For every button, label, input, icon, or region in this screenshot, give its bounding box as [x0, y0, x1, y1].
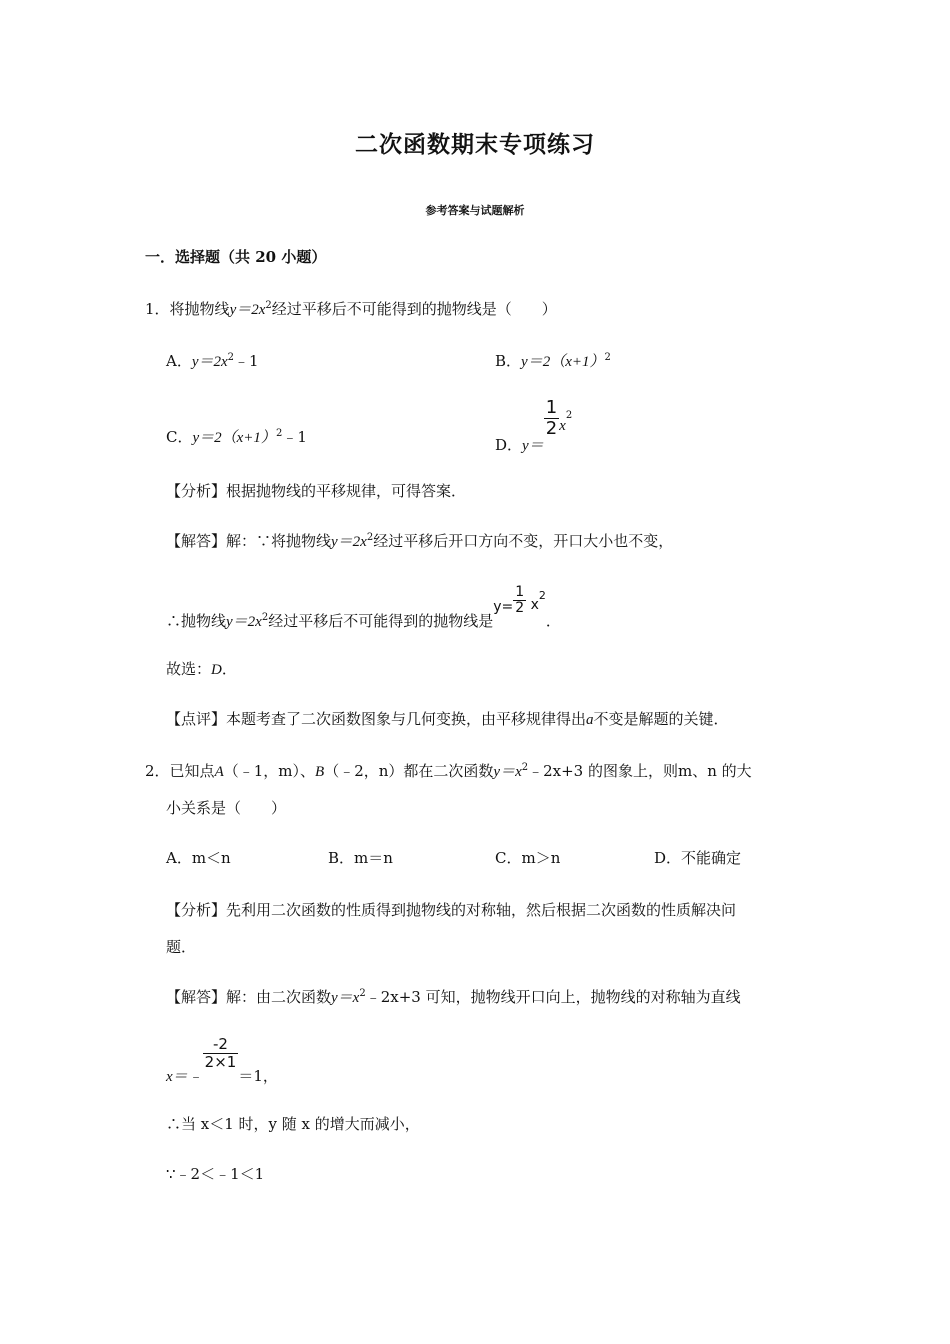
q2-line-since: ∵﹣2＜﹣1＜1	[166, 1165, 265, 1183]
q1-option-b: B．$y=2(x+1)^2$	[495, 352, 611, 370]
q2-stem-line2: 小关系是（ ）	[166, 799, 287, 817]
q2-option-c: C．m＞n	[495, 849, 561, 867]
q2-analysis-line2: 题．	[166, 938, 197, 956]
q1-option-d: D．y＝ $\frac{1}{2}$ $x^2$	[495, 397, 573, 455]
q1-stem: 1．将抛物线$y=2x^2$经过平移后不可能得到的抛物线是（ ）	[145, 300, 557, 318]
q2-stem: 2．已知点A（﹣1，m）、B（﹣2，n）都在二次函数$y=x^2﹣2x+3$ 的图象上，则m、n 的大	[145, 762, 752, 780]
q1-analysis: 【分析】根据抛物线的平移规律，可得答案．	[166, 482, 467, 500]
q1-option-a: A．$y=2x^2﹣1$	[166, 352, 259, 370]
q1-therefore-fraction: $\frac{1}{2}$	[515, 584, 525, 617]
q1-answer: 【解答】解：∵将抛物线$y=2x^2$经过平移后开口方向不变，开口大小也不变，	[166, 532, 674, 550]
q2-axis-fraction: $\frac{-2}{2\times 1}$	[204, 1035, 237, 1071]
section-heading: 一．选择题（共 20 小题）	[145, 248, 327, 266]
q2-axis-equation: x＝﹣ $\frac{-2}{2\times 1}$ ＝1，	[166, 1035, 278, 1085]
q1-choice: 故选：D．	[166, 660, 237, 678]
q1-option-c: C．$y=2(x+1)^2﹣1$	[166, 428, 307, 446]
q2-option-a: A．m＜n	[166, 849, 231, 867]
page-title: 二次函数期末专项练习	[355, 131, 595, 158]
q2-option-b: B．m＝n	[328, 849, 393, 867]
q2-answer: 【解答】解：由二次函数$y=x^2﹣2x+3$ 可知，抛物线开口向上，抛物线的对称轴为直线	[166, 988, 741, 1006]
q2-option-d: D．不能确定	[654, 849, 742, 867]
q2-line-when: ∴当 x＜1 时，y 随 x 的增大而减小，	[166, 1115, 420, 1133]
q1-option-d-fraction: $\frac{1}{2}$	[545, 397, 558, 439]
q1-therefore: ∴抛物线$y=2x^2$经过平移后不可能得到的抛物线是y= $\frac{1}{2}$ $x^2$．	[166, 584, 561, 630]
page-subtitle: 参考答案与试题解析	[425, 204, 525, 217]
q2-analysis-line1: 【分析】先利用二次函数的性质得到抛物线的对称轴，然后根据二次函数的性质解决问	[166, 901, 737, 919]
q1-comment: 【点评】本题考查了二次函数图象与几何变换，由平移规律得出a不变是解题的关键．	[166, 710, 729, 728]
